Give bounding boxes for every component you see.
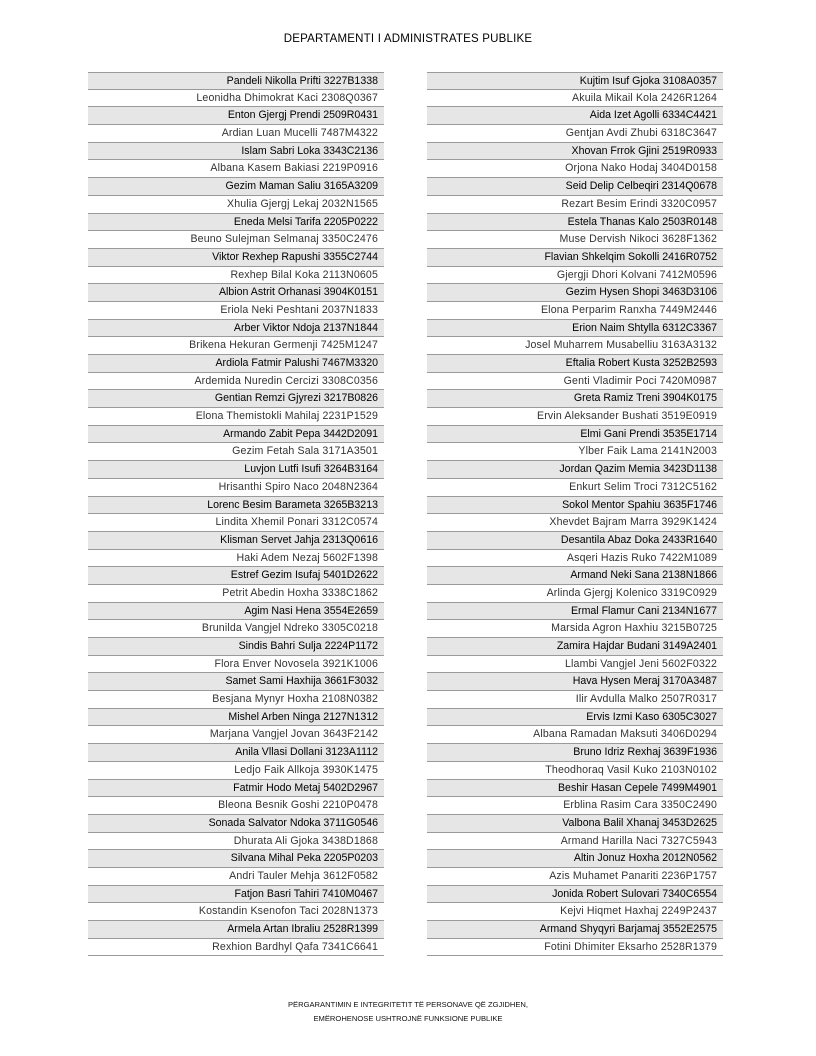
list-item: Islam Sabri Loka 3343C2136 [88, 143, 384, 161]
list-item: Aida Izet Agolli 6334C4421 [427, 107, 723, 125]
list-item: Ylber Faik Lama 2141N2003 [427, 443, 723, 461]
list-item: Arber Viktor Ndoja 2137N1844 [88, 320, 384, 338]
list-item: Altin Jonuz Hoxha 2012N0562 [427, 850, 723, 868]
list-item: Brunilda Vangjel Ndreko 3305C0218 [88, 620, 384, 638]
list-item: Viktor Rexhep Rapushi 3355C2744 [88, 249, 384, 267]
list-item: Dhurata Ali Gjoka 3438D1868 [88, 833, 384, 851]
list-item: Haki Adem Nezaj 5602F1398 [88, 550, 384, 568]
list-item: Rezart Besim Erindi 3320C0957 [427, 196, 723, 214]
list-item: Pandeli Nikolla Prifti 3227B1338 [88, 72, 384, 90]
list-item: Flora Enver Novosela 3921K1006 [88, 656, 384, 674]
list-item: Xhevdet Bajram Marra 3929K1424 [427, 514, 723, 532]
list-item: Albana Kasem Bakiasi 2219P0916 [88, 160, 384, 178]
list-item: Muse Dervish Nikoci 3628F1362 [427, 231, 723, 249]
list-item: Gezim Fetah Sala 3171A3501 [88, 443, 384, 461]
list-item: Jordan Qazim Memia 3423D1138 [427, 461, 723, 479]
list-item: Rexhion Bardhyl Qafa 7341C6641 [88, 939, 384, 957]
list-item: Kujtim Isuf Gjoka 3108A0357 [427, 72, 723, 90]
list-item: Sokol Mentor Spahiu 3635F1746 [427, 497, 723, 515]
page-footer [0, 998, 816, 1026]
list-item: Fatmir Hodo Metaj 5402D2967 [88, 780, 384, 798]
list-item: Estref Gezim Isufaj 5401D2622 [88, 567, 384, 585]
list-item: Valbona Balil Xhanaj 3453D2625 [427, 815, 723, 833]
list-item: Ilir Avdulla Malko 2507R0317 [427, 691, 723, 709]
list-item: Desantila Abaz Doka 2433R1640 [427, 532, 723, 550]
list-item: Elona Themistokli Mahilaj 2231P1529 [88, 408, 384, 426]
list-item: Bleona Besnik Goshi 2210P0478 [88, 797, 384, 815]
list-item: Leonidha Dhimokrat Kaci 2308Q0367 [88, 90, 384, 108]
list-item: Luvjon Lutfi Isufi 3264B3164 [88, 461, 384, 479]
left-name-column [88, 72, 384, 956]
list-item: Armando Zabit Pepa 3442D2091 [88, 426, 384, 444]
list-item: Enkurt Selim Troci 7312C5162 [427, 479, 723, 497]
list-item: Gezim Maman Saliu 3165A3209 [88, 178, 384, 196]
list-item: Gezim Hysen Shopi 3463D3106 [427, 284, 723, 302]
list-item: Seid Delip Celbeqiri 2314Q0678 [427, 178, 723, 196]
list-item: Xhovan Frrok Gjini 2519R0933 [427, 143, 723, 161]
list-item: Ervin Aleksander Bushati 3519E0919 [427, 408, 723, 426]
list-item: Beuno Sulejman Selmanaj 3350C2476 [88, 231, 384, 249]
list-item: Jonida Robert Sulovari 7340C6554 [427, 886, 723, 904]
list-item: Flavian Shkelqim Sokolli 2416R0752 [427, 249, 723, 267]
list-item: Anila Vllasi Dollani 3123A1112 [88, 744, 384, 762]
list-item: Mishel Arben Ninga 2127N1312 [88, 709, 384, 727]
list-item: Gentjan Avdi Zhubi 6318C3647 [427, 125, 723, 143]
list-item: Silvana Mihal Peka 2205P0203 [88, 850, 384, 868]
list-item: Theodhoraq Vasil Kuko 2103N0102 [427, 762, 723, 780]
list-item: Marsida Agron Haxhiu 3215B0725 [427, 620, 723, 638]
list-item: Besjana Mynyr Hoxha 2108N0382 [88, 691, 384, 709]
list-item: Genti Vladimir Poci 7420M0987 [427, 373, 723, 391]
list-item: Elona Perparim Ranxha 7449M2446 [427, 302, 723, 320]
right-name-column [427, 72, 723, 956]
list-item: Ledjo Faik Allkoja 3930K1475 [88, 762, 384, 780]
list-item: Fatjon Basri Tahiri 7410M0467 [88, 886, 384, 904]
list-item: Armela Artan Ibraliu 2528R1399 [88, 921, 384, 939]
list-item: Kejvi Hiqmet Haxhaj 2249P2437 [427, 903, 723, 921]
list-item: Zamira Hajdar Budani 3149A2401 [427, 638, 723, 656]
list-item: Agim Nasi Hena 3554E2659 [88, 603, 384, 621]
list-item: Beshir Hasan Cepele 7499M4901 [427, 780, 723, 798]
list-item: Ardian Luan Mucelli 7487M4322 [88, 125, 384, 143]
list-item: Elmi Gani Prendi 3535E1714 [427, 426, 723, 444]
list-item: Brikena Hekuran Germenji 7425M1247 [88, 337, 384, 355]
list-item: Ardiola Fatmir Palushi 7467M3320 [88, 355, 384, 373]
list-item: Erion Naim Shtylla 6312C3367 [427, 320, 723, 338]
list-item: Asqeri Hazis Ruko 7422M1089 [427, 550, 723, 568]
list-item: Enton Gjergj Prendi 2509R0431 [88, 107, 384, 125]
list-item: Llambi Vangjel Jeni 5602F0322 [427, 656, 723, 674]
list-item: Eftalia Robert Kusta 3252B2593 [427, 355, 723, 373]
list-item: Arlinda Gjergj Kolenico 3319C0929 [427, 585, 723, 603]
list-item: Rexhep Bilal Koka 2113N0605 [88, 267, 384, 285]
list-item: Gentian Remzi Gjyrezi 3217B0826 [88, 390, 384, 408]
list-item: Marjana Vangjel Jovan 3643F2142 [88, 726, 384, 744]
list-item: Akuila Mikail Kola 2426R1264 [427, 90, 723, 108]
list-item: Ervis Izmi Kaso 6305C3027 [427, 709, 723, 727]
footer-line-2: EMËROHENOSE USHTROJNË FUNKSIONE PUBLIKE [313, 1014, 503, 1023]
list-item: Armand Neki Sana 2138N1866 [427, 567, 723, 585]
footer-line-1: PËRGARANTIMIN E INTEGRITETIT TË PERSONAVE QË ZGJIDHEN, [287, 1000, 529, 1009]
list-item: Klisman Servet Jahja 2313Q0616 [88, 532, 384, 550]
list-item: Lorenc Besim Barameta 3265B3213 [88, 497, 384, 515]
list-item: Josel Muharrem Musabelliu 3163A3132 [427, 337, 723, 355]
list-item: Erblina Rasim Cara 3350C2490 [427, 797, 723, 815]
list-item: Armand Harilla Naci 7327C5943 [427, 833, 723, 851]
list-item: Sonada Salvator Ndoka 3711G0546 [88, 815, 384, 833]
page-title: DEPARTAMENTI I ADMINISTRATES PUBLIKE [283, 33, 533, 45]
list-item: Hava Hysen Meraj 3170A3487 [427, 673, 723, 691]
list-item: Ardemida Nuredin Cercizi 3308C0356 [88, 373, 384, 391]
list-item: Kostandin Ksenofon Taci 2028N1373 [88, 903, 384, 921]
list-item: Samet Sami Haxhija 3661F3032 [88, 673, 384, 691]
list-item: Bruno Idriz Rexhaj 3639F1936 [427, 744, 723, 762]
list-item: Xhulia Gjergj Lekaj 2032N1565 [88, 196, 384, 214]
list-item: Sindis Bahri Sulja 2224P1172 [88, 638, 384, 656]
list-item: Fotini Dhimiter Eksarho 2528R1379 [427, 939, 723, 957]
list-item: Greta Ramiz Treni 3904K0175 [427, 390, 723, 408]
list-item: Orjona Nako Hodaj 3404D0158 [427, 160, 723, 178]
list-item: Gjergji Dhori Kolvani 7412M0596 [427, 267, 723, 285]
list-item: Lindita Xhemil Ponari 3312C0574 [88, 514, 384, 532]
list-item: Andri Tauler Mehja 3612F0582 [88, 868, 384, 886]
list-item: Azis Muhamet Panariti 2236P1757 [427, 868, 723, 886]
list-item: Albion Astrit Orhanasi 3904K0151 [88, 284, 384, 302]
list-item: Albana Ramadan Maksuti 3406D0294 [427, 726, 723, 744]
list-item: Petrit Abedin Hoxha 3338C1862 [88, 585, 384, 603]
list-item: Armand Shyqyri Barjamaj 3552E2575 [427, 921, 723, 939]
list-item: Eriola Neki Peshtani 2037N1833 [88, 302, 384, 320]
list-item: Hrisanthi Spiro Naco 2048N2364 [88, 479, 384, 497]
list-item: Estela Thanas Kalo 2503R0148 [427, 214, 723, 232]
list-item: Eneda Melsi Tarifa 2205P0222 [88, 214, 384, 232]
list-item: Ermal Flamur Cani 2134N1677 [427, 603, 723, 621]
